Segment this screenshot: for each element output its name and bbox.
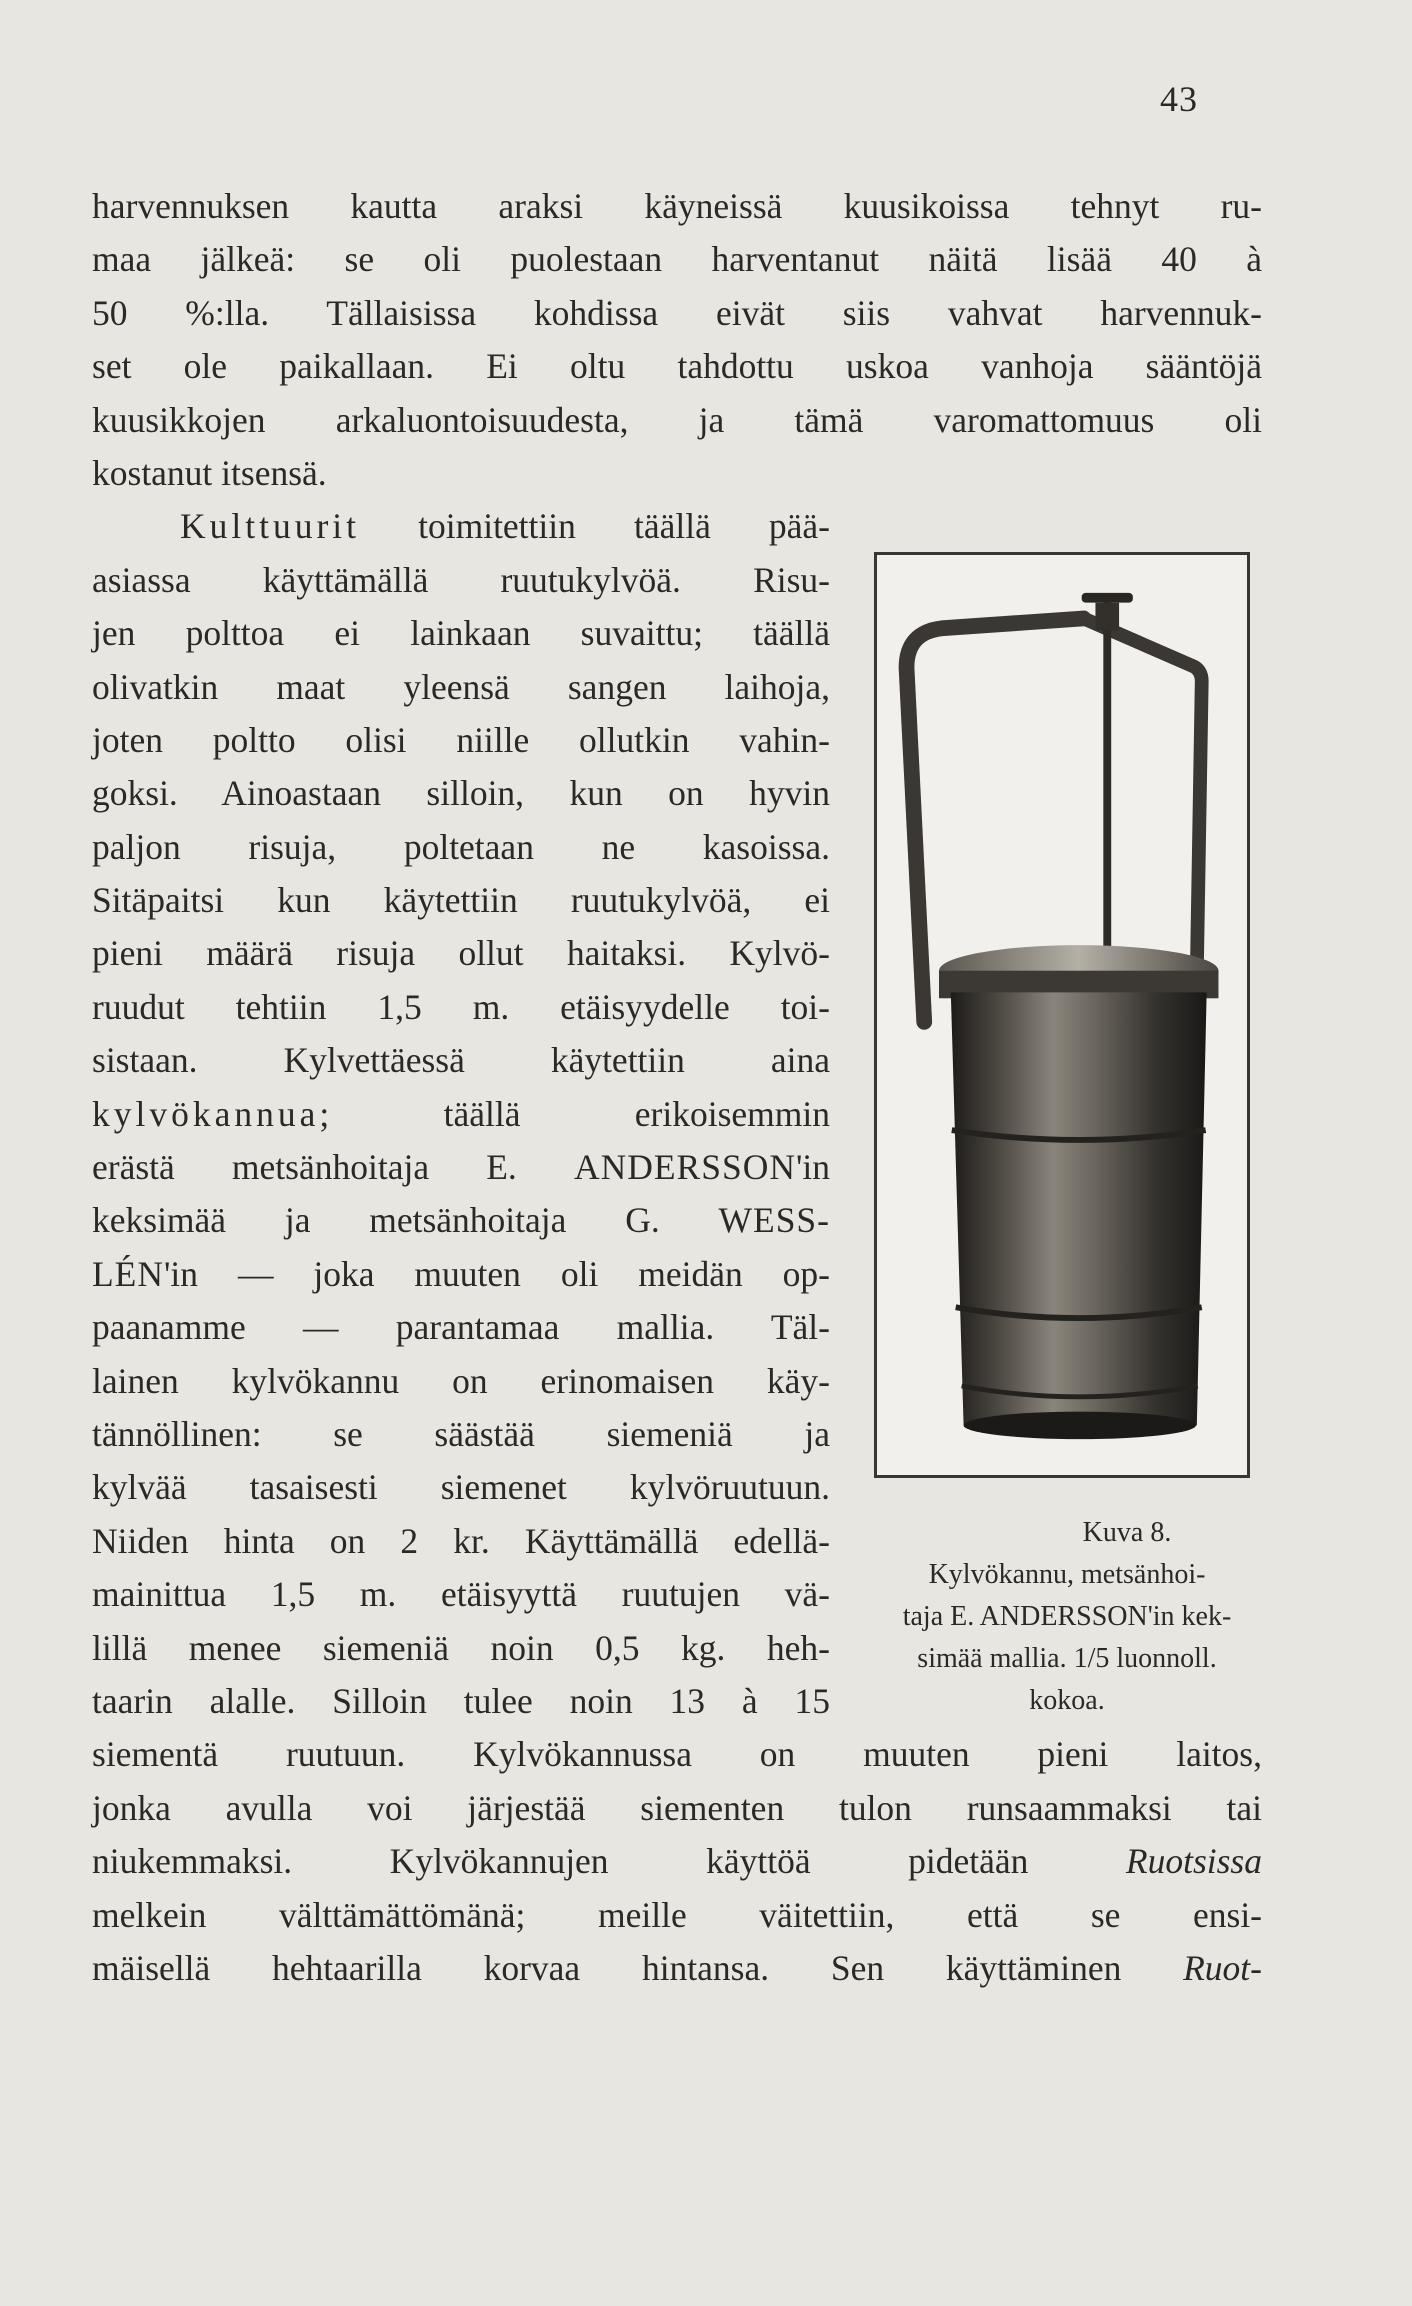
text-line [92, 1461, 830, 1514]
text-run: melkein välttämättömänä; meille väitettiin, että se ensi- [92, 1894, 1262, 1935]
text-run: Kulttuurit [180, 506, 361, 547]
text-line [92, 1141, 830, 1194]
text-run: lainen kylvökannu on erinomaisen käy- [92, 1360, 830, 1401]
text-run: siementä ruutuun. Kylvökannussa on muuten pieni laitos, [92, 1734, 1262, 1775]
text-line [92, 1835, 1262, 1888]
text-run: taarin alalle. Silloin tulee noin 13 à 15 [92, 1680, 830, 1721]
caption-line: Kylvökannu, metsänhoi- [928, 1559, 1206, 1590]
text-run: 50 %:lla. Tällaisissa kohdissa eivät siis vahvat harvennuk- [92, 292, 1262, 333]
text-line [92, 1194, 830, 1247]
seed-can-illustration [877, 555, 1247, 1475]
text-line [92, 1622, 830, 1675]
text-line [92, 1408, 830, 1461]
text-line [92, 767, 830, 820]
text-line [92, 1355, 830, 1408]
text-line [92, 1248, 830, 1301]
text-line [92, 554, 830, 607]
text-run: 'in — joka muuten oli meidän op- [164, 1253, 830, 1294]
text-run: Niiden hinta on 2 kr. Käyttämällä edellä- [92, 1520, 830, 1561]
text-run: lillä menee siemeniä noin 0,5 kg. heh- [92, 1627, 830, 1668]
caption-line: kokoa. [1029, 1685, 1105, 1716]
text-run: olivatkin maat yleensä sangen laihoja, [92, 666, 830, 707]
text-run: kostanut itsensä. [92, 452, 327, 493]
text-run: kylvää tasaisesti siemenet kylvöruutuun. [92, 1467, 830, 1508]
text-run: pieni määrä risuja ollut haitaksi. Kylvö- [92, 933, 830, 974]
text-run: mäisellä hehtaarilla korvaa hintansa. Sen käyttäminen [92, 1947, 1184, 1988]
text-run: ANDERSSON [573, 1147, 796, 1188]
text-run: niukemmaksi. Kylvökannujen käyttöä pidetään [92, 1841, 1126, 1882]
text-run: WESS- [718, 1200, 830, 1241]
text-run: paljon risuja, poltetaan ne kasoissa. [92, 826, 830, 867]
text-line [92, 1088, 830, 1141]
text-line [92, 394, 1262, 447]
text-run: kylvökannua [92, 1093, 320, 1134]
text-line [92, 1568, 830, 1621]
text-run: maa jälkeä: se oli puolestaan harventanut näitä lisää 40 à [92, 239, 1262, 280]
text-run: set ole paikallaan. Ei oltu tahdottu uskoa vanhoja sääntöjä [92, 346, 1262, 387]
text-line [92, 1889, 1262, 1942]
text-line [92, 180, 1262, 233]
text-run: Ruot- [1183, 1947, 1262, 1988]
text-line [92, 1782, 1262, 1835]
text-run: jen polttoa ei lainkaan suvaittu; täällä [92, 613, 830, 654]
text-line [92, 287, 1262, 340]
text-run: ruudut tehtiin 1,5 m. etäisyydelle toi- [92, 986, 830, 1027]
text-run: goksi. Ainoastaan silloin, kun on hyvin [92, 773, 830, 814]
text-run: toimitettiin täällä pää- [360, 506, 830, 547]
text-line [92, 1942, 1262, 1995]
text-run: 'in [795, 1147, 830, 1188]
text-run: ; täällä erikoisemmin [319, 1093, 830, 1134]
text-line [92, 1034, 830, 1087]
text-line [92, 927, 830, 980]
text-line [92, 874, 830, 927]
text-run: sistaan. Kylvettäessä käytettiin aina [92, 1040, 830, 1081]
text-line [92, 340, 1262, 393]
text-line [92, 607, 830, 660]
text-run: asiassa käyttämällä ruutukylvöä. Risu- [92, 559, 830, 600]
text-line [92, 981, 830, 1034]
text-run: harvennuksen kautta araksi käyneissä kuusikoissa tehnyt ru- [92, 186, 1262, 226]
text-run: erästä metsänhoitaja E. [92, 1147, 574, 1188]
caption-line: simää mallia. 1/5 luonnoll. [917, 1643, 1217, 1674]
text-line [92, 233, 1262, 286]
text-run: LÉN [92, 1253, 165, 1294]
figure-caption [862, 1512, 1272, 1722]
figure-seed-can [874, 552, 1250, 1478]
text-run: jonka avulla voi järjestää siementen tulon runsaammaksi tai [92, 1787, 1262, 1828]
text-run: tännöllinen: se säästää siemeniä ja [92, 1413, 830, 1454]
text-run: Sitäpaitsi kun käytettiin ruutukylvöä, ei [92, 880, 830, 921]
caption-line: taja E. ANDERSSON'in kek- [902, 1601, 1232, 1632]
text-line [92, 1301, 830, 1354]
text-line [92, 447, 1262, 500]
text-line [92, 661, 830, 714]
text-run: kuusikkojen arkaluontoisuudesta, ja tämä varomattomuus oli [92, 399, 1262, 440]
text-run: joten poltto olisi niille ollutkin vahin- [92, 719, 830, 760]
page-number: 43 [1160, 79, 1198, 119]
text-line [92, 714, 830, 767]
text-line [92, 1728, 1262, 1781]
text-run: paanamme — parantamaa mallia. Täl- [92, 1307, 830, 1348]
text-line [92, 1515, 830, 1568]
text-line [92, 821, 830, 874]
text-line [92, 500, 830, 553]
text-run: keksimää ja metsänhoitaja G. [92, 1200, 719, 1241]
text-run: mainittua 1,5 m. etäisyyttä ruutujen vä- [92, 1574, 830, 1615]
text-run: Ruotsissa [1125, 1841, 1262, 1882]
caption-label: Kuva 8. [1082, 1517, 1172, 1548]
text-line [92, 1675, 830, 1728]
